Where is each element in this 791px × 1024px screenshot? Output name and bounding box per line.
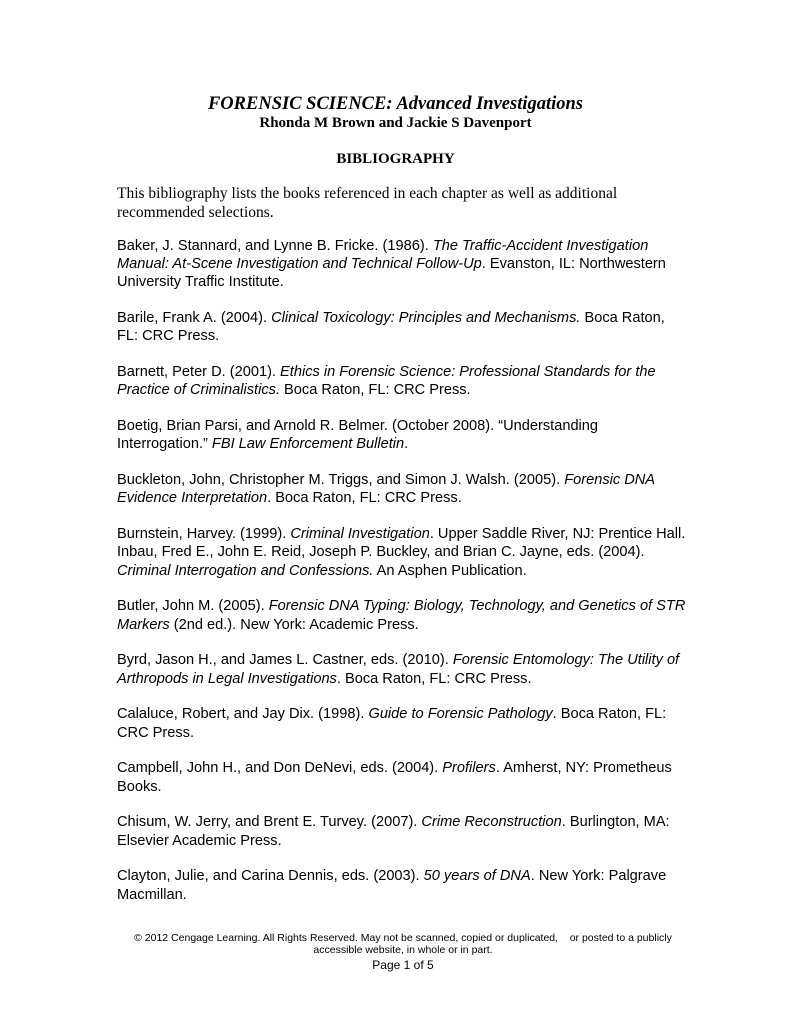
entry-text: Calaluce, Robert, and Jay Dix. (1998). [117,706,369,723]
entry-text: . Boca Raton, FL: CRC Press. [117,706,667,741]
entry-text: Boca Raton, FL: CRC Press. [117,310,665,345]
bibliography-entry [117,597,687,633]
entry-text: Byrd, Jason H., and James L. Castner, eds. (2010). [117,652,453,669]
page-footer [117,932,689,973]
bibliography-entry [117,759,687,795]
copyright-notice: © 2012 Cengage Learning. All Rights Reserved. May not be scanned, copied or duplicated, or posted to a publicly accessible website, in whole or in part. [134,932,675,957]
bibliography-entry [117,363,687,399]
entry-title-text: 50 years of DNA [423,868,531,885]
bibliography-list [117,237,687,921]
entry-title-text: Ethics in Forensic Science: Professional Standards for the Practice of Criminalistics. [117,364,656,399]
document-title: FORENSIC SCIENCE: Advanced Investigations [207,94,584,114]
entry-title-text: Criminal Investigation [290,526,430,543]
bibliography-entry [117,417,687,453]
entry-text: Chisum, W. Jerry, and Brent E. Turvey. (2007). [117,814,422,831]
entry-title-text: Clinical Toxicology: Principles and Mechanisms. [271,310,581,327]
entry-text: Barile, Frank A. (2004). [117,310,272,327]
entry-text: . Evanston, IL: Northwestern University Traffic Institute. [117,256,666,291]
entry-title-text: Forensic Entomology: The Utility of Arthropods in Legal Investigations [117,652,680,687]
entry-title-text: The Traffic-Accident Investigation Manual: At-Scene Investigation and Technical Follow-Up [117,238,649,273]
entry-text: Butler, John M. (2005). [117,598,269,615]
entry-text: Baker, J. Stannard, and Lynne B. Fricke. (1986). [117,238,433,254]
bibliography-entry [117,867,687,903]
entry-text: . Amherst, NY: Prometheus Books. [117,760,672,795]
entry-text: . Burlington, MA: Elsevier Academic Press. [117,814,670,849]
entry-text: Boetig, Brian Parsi, and Arnold R. Belmer. (October 2008). “Understanding Interrogation.” [117,418,599,453]
entry-text: Clayton, Julie, and Carina Dennis, eds. (2003). [117,868,424,885]
entry-text: . Boca Raton, FL: CRC Press. [267,490,462,507]
intro-paragraph: This bibliography lists the books referenced in each chapter as well as additional recommended selections. [117,185,618,221]
entry-text: Boca Raton, FL: CRC Press. [280,382,471,399]
entry-text: An Asphen Publication. [373,562,527,579]
entry-text: Barnett, Peter D. (2001). [117,364,281,381]
bibliography-entry [117,237,687,292]
entry-text: . New York: Palgrave Macmillan. [117,868,667,903]
entry-title-text: Forensic DNA Evidence Interpretation [117,472,655,507]
entry-text: Burnstein, Harvey. (1999). [117,526,291,543]
entry-text: . Boca Raton, FL: CRC Press. [336,670,532,687]
entry-title-text: Criminal Interrogation and Confessions. [117,562,374,579]
entry-text: . Upper Saddle River, NJ: Prentice Hall. Inbau, Fred E., John E. Reid, Joseph P. Buckley, and Brian C. Jayne, eds. (2004). [117,526,686,561]
bibliography-entry [117,525,687,580]
entry-text: Campbell, John H., and Don DeNevi, eds. (2004). [117,760,443,777]
entry-text: Buckleton, John, Christopher M. Triggs, and Simon J. Walsh. (2005). [117,472,565,489]
entry-title-text: Forensic DNA Typing: Biology, Technology, and Genetics of STR Markers [117,598,686,633]
entry-title-text: Guide to Forensic Pathology [368,706,553,723]
bibliography-entry [117,705,687,741]
entry-text: . [404,436,409,453]
entry-title-text: Crime Reconstruction [421,814,562,831]
bibliography-entry [117,309,687,345]
document-authors: Rhonda M Brown and Jackie S Davenport [259,115,532,131]
bibliography-entry [117,651,687,687]
entry-title-text: FBI Law Enforcement Bulletin [211,436,405,453]
page-number: Page 1 of 5 [372,957,434,972]
section-heading: BIBLIOGRAPHY [336,151,455,167]
bibliography-entry [117,471,687,507]
entry-title-text: Profilers [442,760,496,777]
entry-text: (2nd ed.). New York: Academic Press. [169,616,419,633]
bibliography-entry [117,813,687,849]
